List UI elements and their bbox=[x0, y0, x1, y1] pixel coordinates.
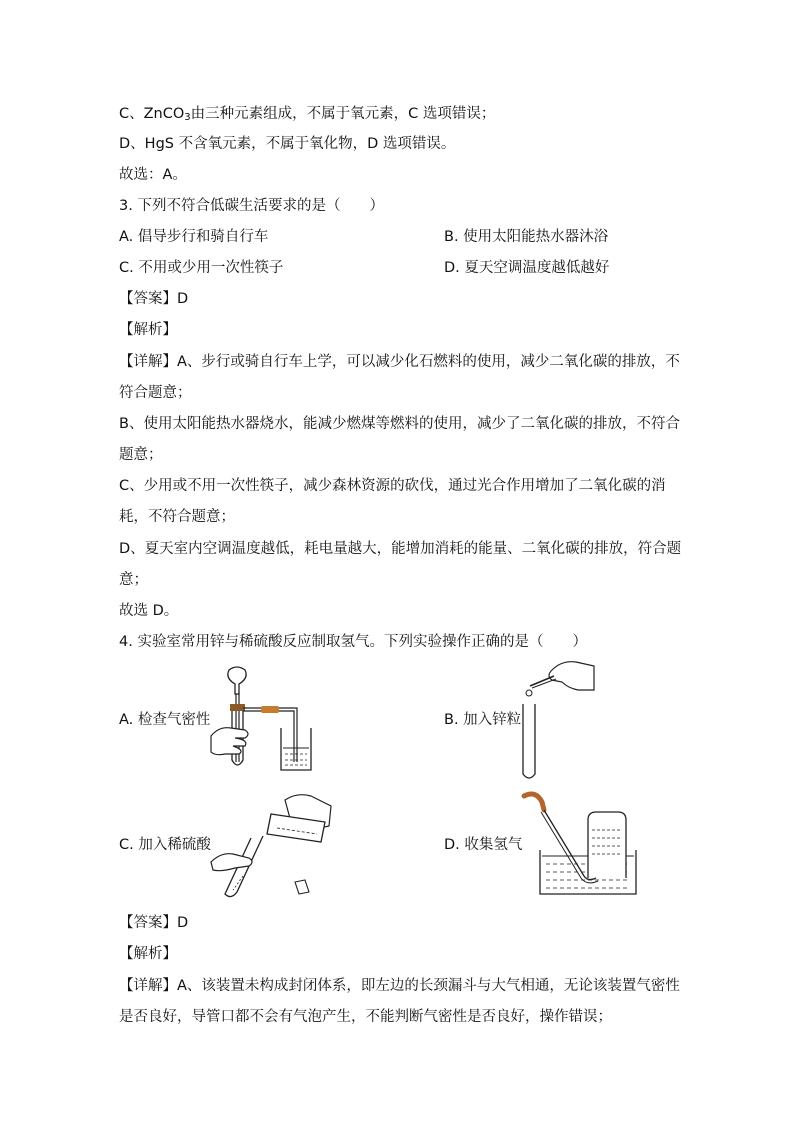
figure-collect-hydrogen bbox=[518, 790, 648, 900]
q3-answer: 【答案】D bbox=[119, 291, 189, 307]
q3-detail-line: 故选 D。 bbox=[119, 603, 179, 619]
q4-detail-line: 是否良好，导管口都不会有气泡产生，不能判断气密性是否良好，操作错误； bbox=[119, 1009, 612, 1025]
q3-detail-line: 题意； bbox=[119, 447, 163, 463]
q4-analysis-heading: 【解析】 bbox=[119, 946, 177, 962]
q4-option-a: A. 检查气密性 bbox=[119, 712, 211, 728]
text-line: D、HgS 不含氧元素，不属于氧化物，D 选项错误。 bbox=[119, 136, 456, 152]
q4-option-b: B. 加入锌粒 bbox=[444, 712, 522, 728]
q4-answer: 【答案】D bbox=[119, 915, 189, 931]
q3-detail-line: B、使用太阳能热水器烧水，能减少燃煤等燃料的使用，减少了二氧化碳的排放，不符合 bbox=[119, 416, 680, 432]
q3-detail-line: 意； bbox=[119, 572, 148, 588]
q3-detail-line: C、少用或不用一次性筷子，减少森林资源的砍伐，通过光合作用增加了二氧化碳的消 bbox=[119, 478, 666, 494]
text-line: C、ZnCO$_3$由三种元素组成，不属于氧元素，C 选项错误； bbox=[119, 106, 496, 123]
q3-detail-line: 耗，不符合题意； bbox=[119, 509, 235, 525]
q4-detail-line: 【详解】A、该装置未构成封闭体系，即左边的长颈漏斗与大气相通，无论该装置气密性 bbox=[119, 978, 680, 994]
q3-analysis-heading: 【解析】 bbox=[119, 322, 177, 338]
q3-detail-line: 符合题意； bbox=[119, 385, 192, 401]
q3-option-c: C. 不用或少用一次性筷子 bbox=[119, 260, 284, 276]
question-3-stem: 3. 下列不符合低碳生活要求的是（ ） bbox=[119, 198, 384, 214]
figure-add-zinc bbox=[512, 656, 602, 781]
q4-option-d: D. 收集氢气 bbox=[444, 837, 523, 853]
q4-option-c: C. 加入稀硫酸 bbox=[119, 837, 211, 853]
q3-option-b: B. 使用太阳能热水器沐浴 bbox=[444, 229, 609, 245]
text-line: 故选：A。 bbox=[119, 167, 187, 183]
q3-detail-line: 【详解】A、步行或骑自行车上学，可以减少化石燃料的使用，减少二氧化碳的排放，不 bbox=[119, 354, 680, 370]
q3-option-a: A. 倡导步行和骑自行车 bbox=[119, 229, 269, 245]
q3-detail-line: D、夏天室内空调温度越低，耗电量越大，能增加消耗的能量、二氧化碳的排放，符合题 bbox=[119, 541, 682, 557]
q3-option-d: D. 夏天空调温度越低越好 bbox=[444, 260, 610, 276]
question-4-stem: 4. 实验室常用锌与稀硫酸反应制取氢气。下列实验操作正确的是（ ） bbox=[119, 634, 587, 650]
figure-add-acid bbox=[207, 792, 337, 902]
figure-airtightness-check bbox=[205, 664, 320, 776]
